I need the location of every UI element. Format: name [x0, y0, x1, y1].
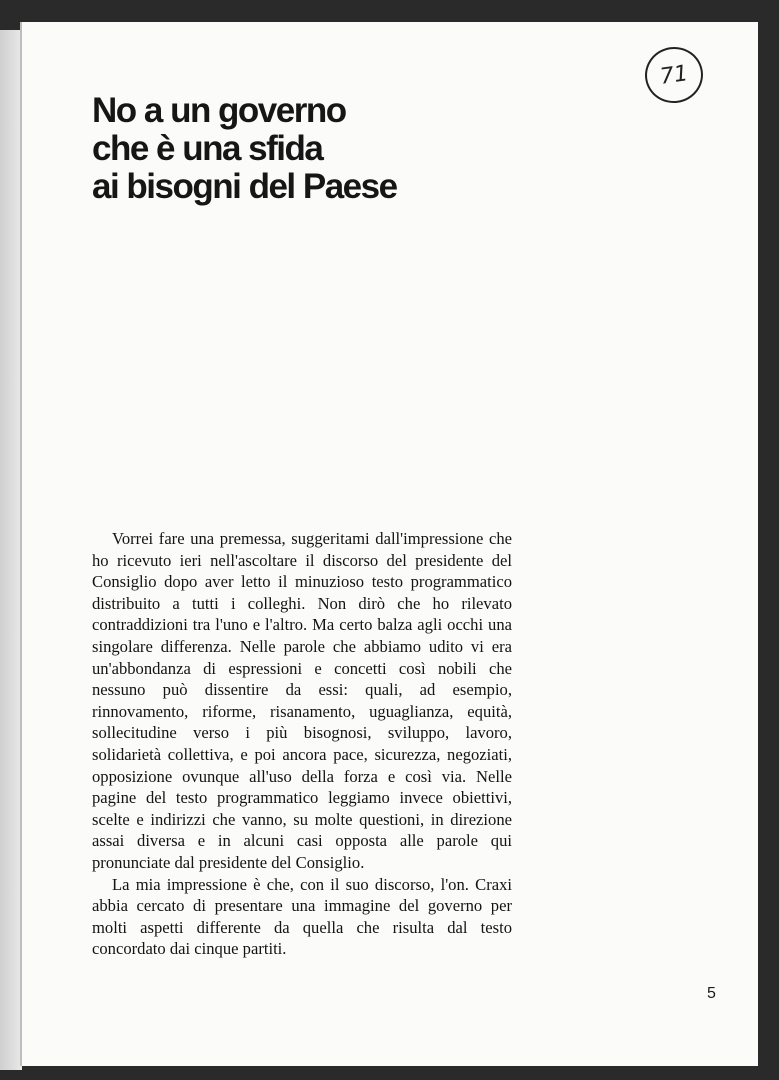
facing-page-edge: [0, 30, 22, 1070]
page-number: 5: [707, 985, 716, 1002]
title-line-3: ai bisogni del Paese: [92, 167, 397, 206]
handwritten-page-stamp: 71: [641, 43, 706, 107]
article-body: [92, 528, 512, 960]
title-line-1: No a un governo: [92, 91, 346, 130]
page: [20, 22, 758, 1066]
paragraph-1: Vorrei fare una premessa, suggeritami dall'impressione che ho ricevuto ieri nell'ascoltare il discorso del presidente del Consiglio dopo aver letto il minuzioso testo programmatico distribuito a tutti i colleghi. Non dirò che ho rilevato contraddizioni tra l'uno e l'altro. Ma certo balza agli occhi una singolare differenza. Nelle parole che abbiamo udito vi era un'abbondanza di espressioni e concetti così nobili che nessuno può dissentire da essi: quali, ad esempio, rinnovamento, riforme, risanamento, uguaglianza, equità, sollecitudine verso i più bisognosi, sviluppo, lavoro, solidarietà collettiva, e poi ancora pace, sicurezza, negoziati, opposizione ovunque all'uso della forza e così via. Nelle pagine del testo programmatico leggiamo invece obiettivi, scelte e indirizzi che vanno, su molte questioni, in direzione assai diversa e in alcuni casi opposta alle parole qui pronunciate dal presidente del Consiglio.: [92, 529, 512, 872]
paragraph-2: La mia impressione è che, con il suo discorso, l'on. Craxi abbia cercato di presentare una immagine del governo per molti aspetti differente da quella che risulta dal testo concordato dai cinque partiti.: [92, 874, 512, 959]
title-line-2: che è una sfida: [92, 129, 323, 168]
article-title: [92, 92, 397, 206]
